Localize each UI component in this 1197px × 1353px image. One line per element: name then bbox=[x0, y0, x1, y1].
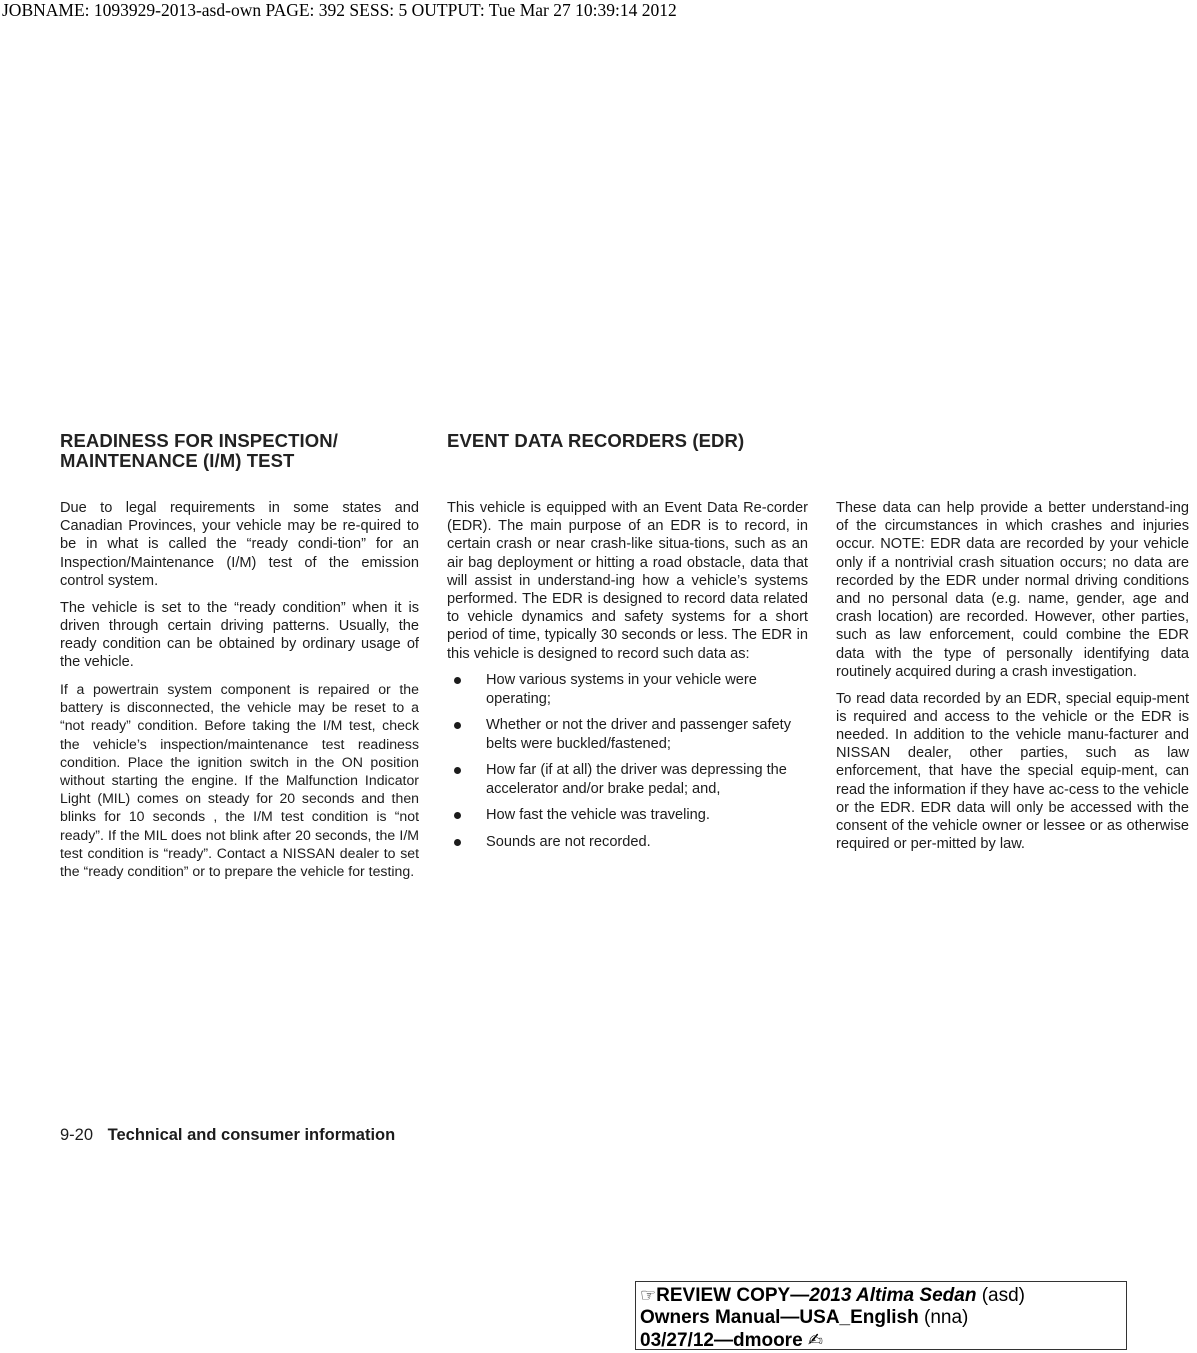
footer-section-title: Technical and consumer information bbox=[107, 1126, 396, 1144]
edr-intro: This vehicle is equipped with an Event Data Re-corder (EDR). The main purpose of an EDR is to record, in certain crash or near crash-like situa-tions, such as an air bag deployment or hitting a road obstacle, data that will assist in understand-ing how a vehicle’s systems performed. The EDR is designed to record data related to vehicle dynamics and safety systems for a short period of time, typically 30 seconds or less. The EDR in this vehicle is designed to record such data as: bbox=[447, 500, 808, 662]
readiness-heading bbox=[60, 431, 338, 471]
review-line-3: 03/27/12—dmoore ✍ bbox=[640, 1330, 824, 1351]
readiness-paragraph-1: Due to legal requirements in some states and Canadian Provinces, your vehicle may be re-quired to be in what is called the “ready condi-tion” for an Inspection/Maintenance (I/M) test of the emission control system. bbox=[60, 500, 419, 589]
review-copy-box bbox=[635, 1281, 1127, 1350]
bullet-icon bbox=[454, 677, 461, 684]
review-line-2: Owners Manual—USA_English (nna) bbox=[640, 1307, 969, 1328]
review-line-1: ☞REVIEW COPY—2013 Altima Sedan (asd) bbox=[640, 1285, 1026, 1306]
edr-bullet-list bbox=[447, 671, 808, 851]
page-number: 9-20 bbox=[60, 1126, 94, 1144]
readiness-paragraph-2: The vehicle is set to the “ready condition” when it is driven through certain driving patterns. Usually, the ready condition can be obtained by ordinary usage of the vehicle. bbox=[60, 599, 419, 671]
list-item: How far (if at all) the driver was depressing the accelerator and/or brake pedal; and, bbox=[447, 761, 808, 797]
writing-hand-icon: ✍ bbox=[807, 1330, 824, 1350]
bullet-icon bbox=[454, 812, 461, 819]
readiness-column bbox=[60, 499, 419, 889]
readiness-heading-line1: READINESS FOR INSPECTION/ bbox=[60, 430, 338, 451]
edr-column-middle bbox=[447, 499, 808, 860]
edr-heading: EVENT DATA RECORDERS (EDR) bbox=[447, 430, 745, 451]
list-item: Whether or not the driver and passenger safety belts were buckled/fastened; bbox=[447, 716, 808, 752]
bullet-icon bbox=[454, 767, 461, 774]
pointing-hand-icon: ☞ bbox=[640, 1285, 657, 1305]
edr-paragraph-3: To read data recorded by an EDR, special equip-ment is required and access to the vehicle or the EDR is needed. In addition to the vehicle manu-facturer and NISSAN dealer, other parties, such as law enforcement, that have the special equip-ment, can read the information if they have ac-cess to the vehicle or the EDR. EDR data will only be accessed with the consent of the vehicle owner or lessee or as otherwise required or per-mitted by law. bbox=[836, 690, 1189, 853]
bullet-icon bbox=[454, 722, 461, 729]
list-item: How fast the vehicle was traveling. bbox=[447, 806, 808, 824]
edr-column-right bbox=[836, 499, 1189, 862]
bullet-icon bbox=[454, 839, 461, 846]
list-item: Sounds are not recorded. bbox=[447, 833, 808, 851]
job-header: JOBNAME: 1093929-2013-asd-own PAGE: 392 SESS: 5 OUTPUT: Tue Mar 27 10:39:14 2012 bbox=[2, 0, 677, 20]
edr-paragraph-2: These data can help provide a better understand-ing of the circumstances in which crashes and injuries occur. NOTE: EDR data are recorded by your vehicle only if a nontrivial crash situation occurs; no data are recorded by the EDR under normal driving conditions and no personal data (e.g. name, gender, age and crash location) are recorded. However, other parties, such as law enforcement, could combine the EDR data with the type of personally identifying data routinely acquired during a crash investigation. bbox=[836, 500, 1189, 680]
readiness-paragraph-3: If a powertrain system component is repaired or the battery is disconnected, the vehicle may be reset to a “not ready” condition. Before taking the I/M test, check the vehicle’s inspection/maintenance test readiness condition. Place the ignition switch in the ON position without starting the engine. If the Malfunction Indicator Light (MIL) comes on steady for 20 seconds and then blinks for 10 seconds , the I/M test condition is “not ready”. If the MIL does not blink after 20 seconds, the I/M test condition is “ready”. Contact a NISSAN dealer to set the “ready condition” or to prepare the vehicle for testing. bbox=[60, 681, 419, 880]
readiness-heading-line2: MAINTENANCE (I/M) TEST bbox=[60, 450, 295, 471]
page-footer bbox=[60, 1125, 395, 1145]
list-item: How various systems in your vehicle were operating; bbox=[447, 671, 808, 707]
